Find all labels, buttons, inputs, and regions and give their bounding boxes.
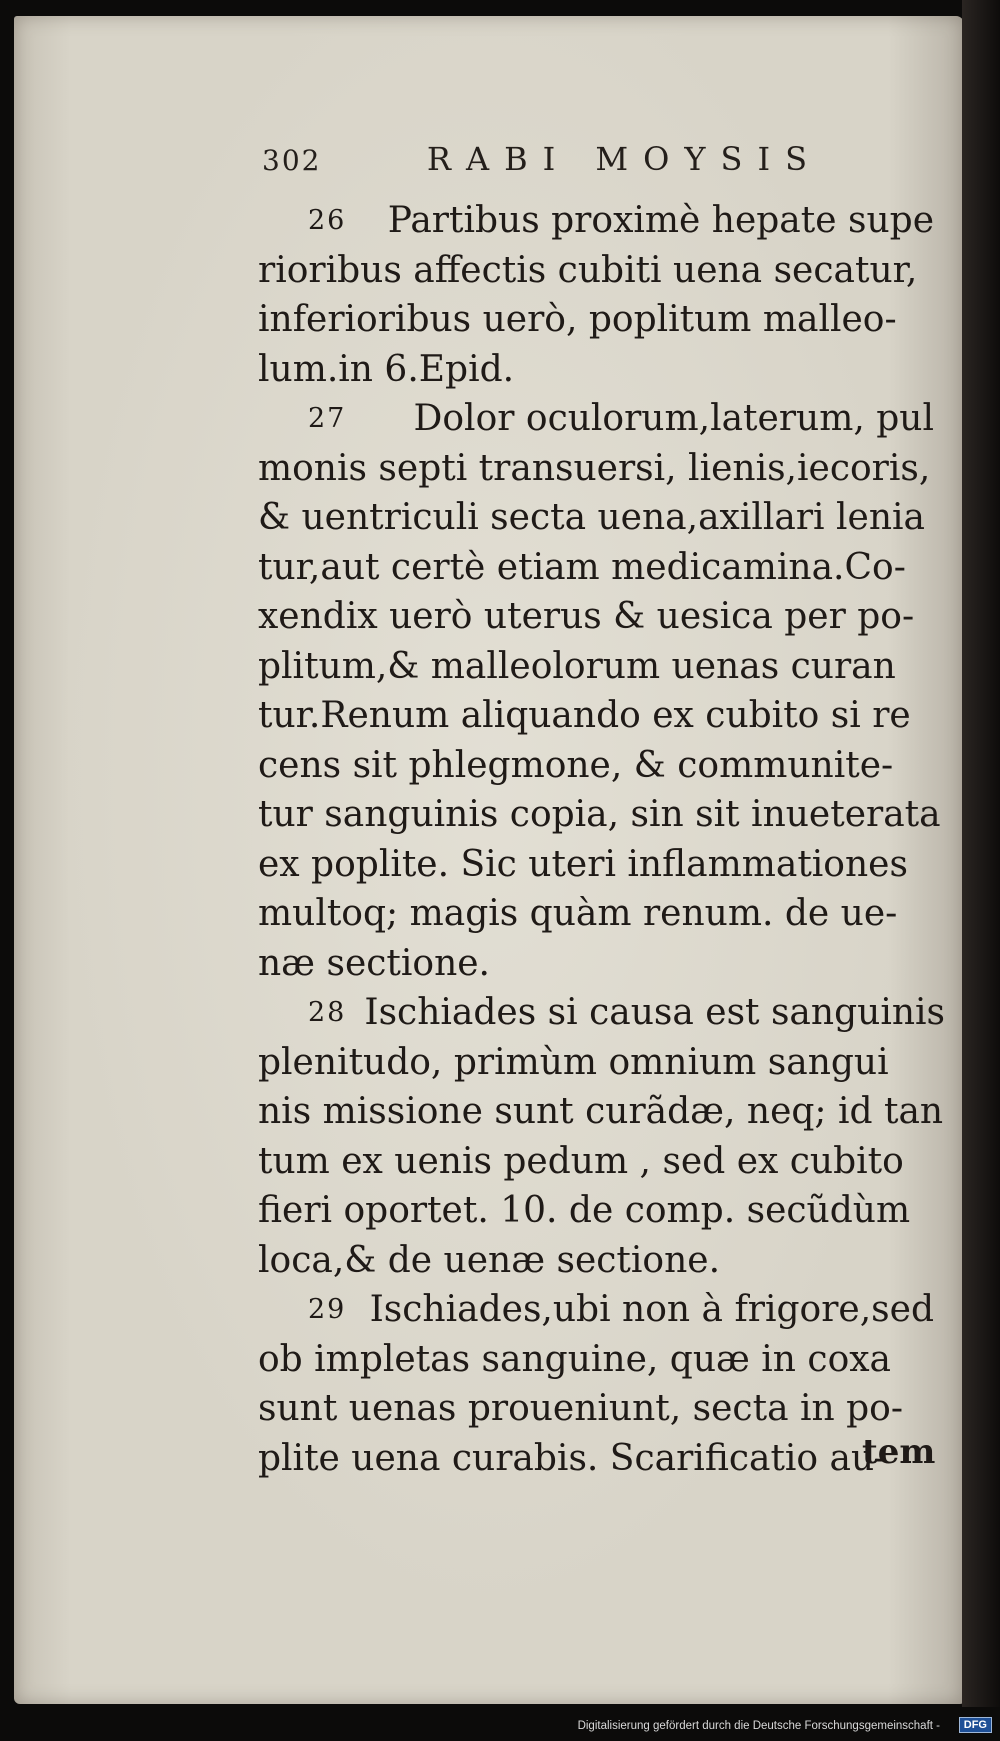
text-line: [258, 493, 934, 543]
page-number: 302: [262, 144, 322, 177]
text-line: [258, 790, 941, 840]
line-text: inferioribus uerò, poplitum malleo-: [258, 299, 897, 340]
text-line: [258, 1038, 934, 1088]
line-text: monis septi transuersi, lienis,iecoris,: [258, 447, 931, 489]
text-line: [258, 741, 934, 791]
line-text: tum ex uenis pedum , sed ex cubito: [258, 1140, 904, 1182]
paragraph-first-line: [258, 196, 934, 246]
text-line: [258, 295, 934, 345]
line-text: plenitudo, primùm omnium sangui: [258, 1041, 889, 1083]
line-text: rioribus affectis cubiti uena secatur,: [258, 249, 918, 291]
line-text: plitum,& malleolorum uenas curan: [258, 645, 896, 687]
line-text: fieri oportet. 10. de comp. secũdùm: [258, 1190, 911, 1231]
paragraph-number: 29: [308, 1294, 347, 1325]
text-line: [258, 345, 934, 395]
line-text: tur,aut certè etiam medicamina.Co-: [258, 546, 906, 588]
line-text: tur.Renum aliquando ex cubito si re: [258, 695, 911, 736]
line-text: næ sectione.: [258, 942, 490, 984]
text-line: [258, 1137, 934, 1187]
text-line: [258, 444, 934, 494]
text-line: [258, 1236, 934, 1286]
line-text: Partibus proximè hepate supe: [387, 200, 934, 241]
text-line: [258, 592, 934, 642]
paragraph-number: 27: [308, 403, 347, 434]
paragraph-number: 26: [308, 205, 347, 236]
dfg-logo: DFG: [959, 1717, 992, 1733]
paragraph-first-line: [258, 394, 934, 444]
paragraph-first-line: [258, 988, 945, 1038]
paragraph-first-line: [258, 1285, 934, 1335]
line-text: nis missione sunt curãdæ, neq; id tan: [258, 1091, 944, 1132]
running-head: [262, 140, 822, 178]
line-text: plite uena curabis. Scarificatio au-: [258, 1437, 887, 1479]
line-text: xendix uerò uterus & uesica per po-: [258, 596, 915, 637]
running-title: RABI MOYSIS: [426, 140, 822, 178]
line-text: loca,& de uenæ sectione.: [258, 1239, 721, 1281]
text-line: [258, 840, 934, 890]
text-line: [258, 1384, 934, 1434]
footer-bar: [0, 1707, 1000, 1741]
line-text: Ischiades si causa est sanguinis: [364, 992, 945, 1033]
line-text: sunt uenas proueniunt, secta in po-: [258, 1388, 903, 1429]
line-text: cens sit phlegmone, & communite-: [258, 744, 894, 786]
text-line: [258, 1434, 934, 1484]
line-text: ex poplite. Sic uteri inflammationes: [258, 843, 908, 885]
text-line: [258, 691, 934, 741]
text-line: [258, 1186, 934, 1236]
line-text: Dolor oculorum,laterum, pul: [413, 398, 934, 439]
line-text: multoq; magis quàm renum. de ue-: [258, 893, 898, 934]
text-line: [258, 1335, 934, 1385]
line-text: lum.in 6.Epid.: [258, 348, 515, 390]
text-line: [258, 939, 934, 989]
text-line: [258, 246, 934, 296]
line-text: & uentriculi secta uena,axillari lenia: [258, 497, 925, 538]
line-text: Ischiades,ubi non à frigore,sed: [369, 1289, 934, 1330]
line-text: ob impletas sanguine, quæ in coxa: [258, 1338, 892, 1380]
text-line: [258, 642, 934, 692]
line-text: tur sanguinis copia, sin sit inueterata: [258, 794, 941, 835]
book-edge: [962, 0, 1000, 1741]
text-line: [258, 889, 934, 939]
text-line: [258, 543, 934, 593]
catchword: tem: [862, 1432, 936, 1472]
body-text: [258, 196, 945, 1483]
footer-credit: Digitalisierung gefördert durch die Deutsche Forschungsgemeinschaft -: [577, 1720, 940, 1732]
text-line: [258, 1087, 944, 1137]
paragraph-number: 28: [308, 997, 347, 1028]
